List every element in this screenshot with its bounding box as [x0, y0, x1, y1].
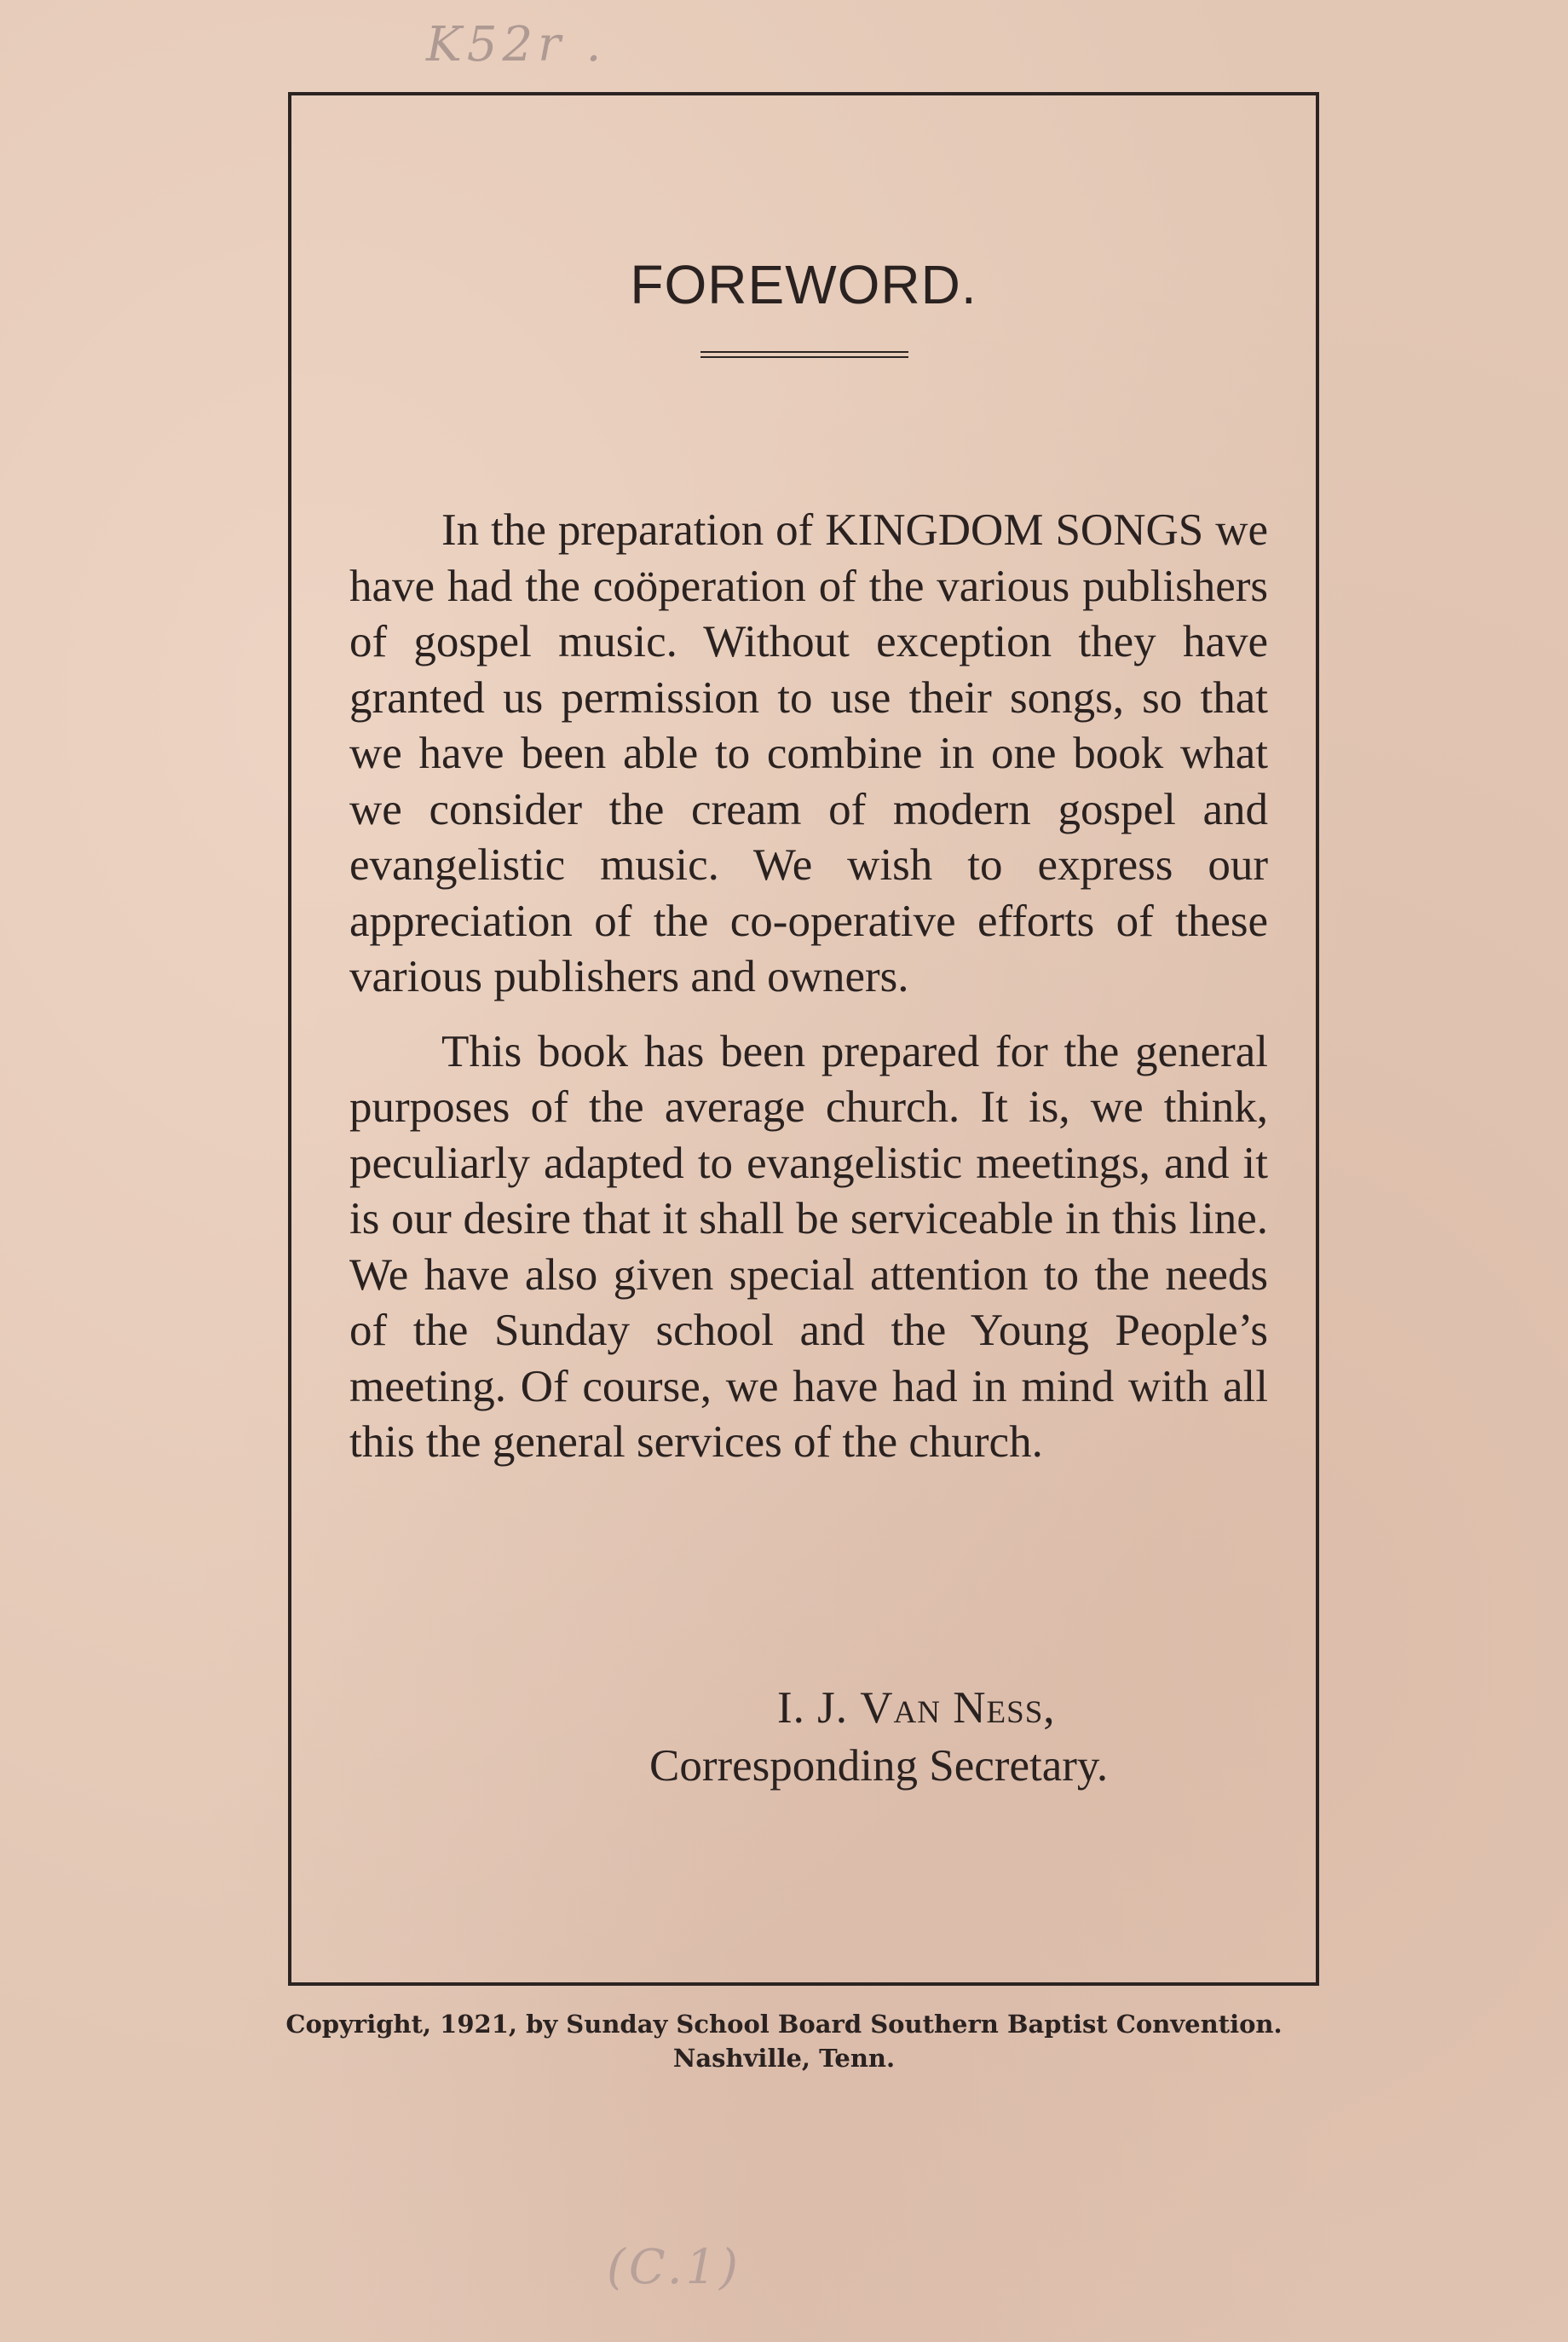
- page-title: FOREWORD.: [630, 254, 977, 315]
- foreword-body: [349, 503, 1268, 1471]
- foreword-paragraph-1: In the preparation of KINGDOM SONGS we have had the coöperation of the various publishers of gospel music. Without exception they have granted us permission to use their songs, so that we have been able to combine in one book what we consider the cream of modern gospel and evangelistic music. We wish to express our appreciation of the co-operative efforts of these various publishers and owners.: [349, 505, 1268, 1001]
- foreword-frame: [288, 92, 1319, 1986]
- pencil-note-top: K52r .: [426, 17, 607, 72]
- copyright-line-1: Copyright, 1921, by Sunday School Board Southern Baptist Convention.: [285, 2010, 1283, 2039]
- pencil-note-bottom: (C.1): [607, 2240, 741, 2295]
- signature-initials: I. J.: [777, 1683, 849, 1733]
- copyright-line-2: Nashville, Tenn.: [672, 2044, 896, 2073]
- copyright-notice: [0, 2007, 1568, 2075]
- signature-name: [777, 1681, 1056, 1736]
- signature-surname: Van Ness,: [860, 1683, 1056, 1733]
- title-double-rule: [700, 351, 908, 358]
- foreword-paragraph-2: This book has been prepared for the general purposes of the average church. It is, we think, peculiarly adapted to evangelistic meetings, and it is our desire that it shall be serviceable in this line. We have also given special attention to the needs of the Sunday school and the Young People’s meeting. Of course, we have had in mind with all this the general services of the church.: [349, 1026, 1268, 1467]
- signature-title: Corresponding Secretary.: [649, 1741, 1109, 1791]
